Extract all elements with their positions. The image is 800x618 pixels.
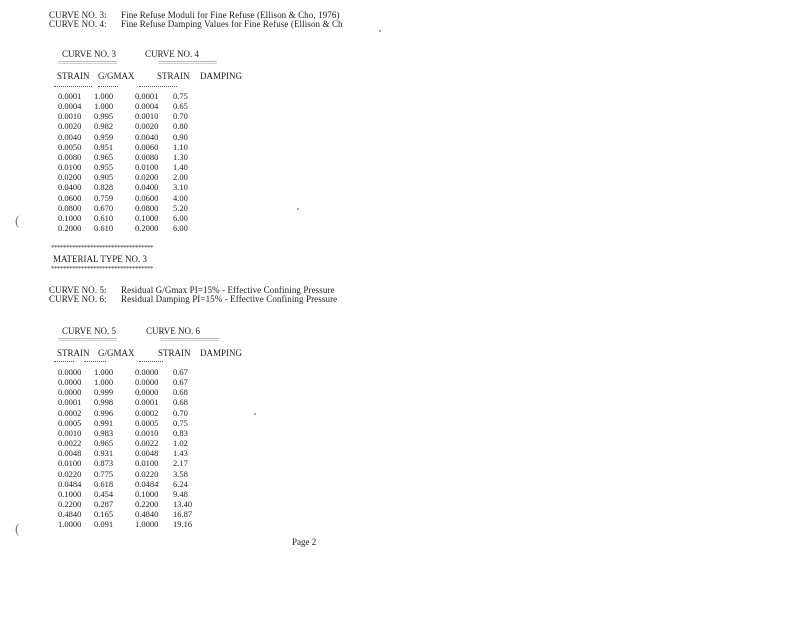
scan-speck — [379, 30, 381, 32]
table-cell: 0.982 — [94, 121, 114, 132]
material-type-heading: MATERIAL TYPE NO. 3 — [53, 254, 147, 264]
table-cell: 1.30 — [173, 151, 188, 162]
curve-line-6 — [49, 294, 337, 304]
table-cell: 0.0100 — [58, 458, 82, 469]
table-cell: 1.10 — [173, 141, 188, 152]
curve-description: Fine Refuse Damping Values for Fine Refuse (Ellison & Ch — [121, 19, 343, 29]
table-cell: 0.83 — [173, 427, 188, 438]
table-cell: 0.2000 — [135, 223, 159, 234]
curve-description: Fine Refuse Moduli for Fine Refuse (Ellison & Cho, 1976) — [121, 10, 340, 20]
table-cell: 0.0001 — [58, 91, 82, 101]
table-cell: 0.0600 — [58, 192, 82, 203]
table-cell: 0.610 — [94, 212, 114, 223]
table-cell: 6.24 — [173, 478, 188, 489]
table2-rule-b: ================= — [160, 336, 219, 344]
table2-rule-a: ================= — [58, 336, 117, 344]
table-cell: 0.670 — [94, 202, 114, 213]
table-cell: 3.10 — [173, 182, 188, 193]
table-cell: 0.965 — [94, 438, 114, 449]
table1-header-damping: DAMPING — [200, 71, 243, 81]
table-cell: 0.775 — [94, 468, 114, 479]
table1-header-ggmax: G/GMAX — [98, 71, 135, 81]
table-cell: 0.0001 — [135, 397, 159, 408]
table2-col-strain2 — [135, 367, 158, 530]
table-cell: 0.759 — [94, 192, 114, 203]
table-cell: 0.0000 — [135, 387, 159, 398]
table-cell: 0.0220 — [135, 468, 159, 479]
table-cell: 0.995 — [94, 111, 114, 122]
binder-hole-mark: ( — [15, 214, 20, 229]
table-cell: 1.000 — [94, 101, 114, 112]
table-cell: 3.58 — [173, 468, 188, 479]
table-cell: 0.0100 — [135, 458, 159, 469]
table-cell: 0.1000 — [135, 212, 159, 223]
table-cell: 6.00 — [173, 212, 188, 223]
table2-header-strain: STRAIN — [57, 348, 90, 358]
table2-header-strain2: STRAIN — [158, 348, 191, 358]
table-cell: 0.931 — [94, 448, 114, 459]
table-cell: 0.998 — [94, 397, 114, 408]
table-cell: 0.4840 — [58, 509, 82, 520]
table1-underline — [98, 86, 118, 87]
table-cell: 0.0400 — [135, 182, 159, 193]
table-cell: 0.0020 — [135, 121, 159, 132]
table-cell: 0.873 — [94, 458, 114, 469]
table-cell: 1.000 — [94, 367, 114, 377]
curve-label: CURVE NO. 5: — [49, 285, 107, 295]
table-cell: 6.00 — [173, 223, 188, 234]
table2-col-ggmax — [94, 367, 113, 530]
table-cell: 1.000 — [94, 377, 114, 388]
curve-description: Residual Damping PI=15% - Effective Confining Pressure — [121, 294, 338, 304]
table-cell: 0.610 — [94, 223, 114, 234]
table-cell: 0.0080 — [135, 151, 159, 162]
table-cell: 0.75 — [173, 91, 188, 101]
table-cell: 0.905 — [94, 172, 114, 183]
table-cell: 0.0005 — [58, 417, 82, 428]
table-cell: 0.091 — [94, 519, 114, 530]
table-cell: 13.40 — [173, 499, 193, 510]
table-cell: 0.0060 — [135, 141, 159, 152]
table1-underline — [139, 86, 177, 87]
curve-label: CURVE NO. 3: — [49, 10, 107, 20]
table-cell: 0.951 — [94, 141, 114, 152]
table-cell: 0.67 — [173, 377, 188, 388]
table-cell: 0.0002 — [58, 407, 82, 418]
table-cell: 0.0800 — [135, 202, 159, 213]
table-cell: 0.0010 — [135, 111, 159, 122]
table-cell: 0.965 — [94, 151, 114, 162]
table2-header-damping: DAMPING — [200, 348, 243, 358]
table1-curve-b-title: CURVE NO. 4 — [145, 49, 200, 59]
table-cell: 0.0004 — [58, 101, 82, 112]
table1-header-strain: STRAIN — [57, 71, 90, 81]
table-cell: 2.17 — [173, 458, 188, 469]
curve-line-4 — [49, 19, 343, 29]
table-cell: 0.0400 — [58, 182, 82, 193]
table-cell: 1.000 — [94, 91, 114, 101]
table-cell: 0.0001 — [58, 397, 82, 408]
table2-underline — [54, 361, 74, 362]
table-cell: 2.00 — [173, 172, 188, 183]
table-cell: 1.02 — [173, 438, 188, 449]
table-cell: 0.0004 — [135, 101, 159, 112]
table-cell: 0.991 — [94, 417, 114, 428]
table-cell: 0.0080 — [58, 151, 82, 162]
table-cell: 0.1000 — [135, 488, 159, 499]
table-cell: 0.0484 — [58, 478, 82, 489]
table-cell: 0.828 — [94, 182, 114, 193]
page-number: Page 2 — [292, 537, 317, 547]
curve-label: CURVE NO. 4: — [49, 19, 107, 29]
table-cell: 16.87 — [173, 509, 193, 520]
table-cell: 0.0000 — [135, 367, 159, 377]
table-cell: 5.20 — [173, 202, 188, 213]
table-cell: 0.287 — [94, 499, 114, 510]
table-cell: 0.2200 — [135, 499, 159, 510]
table-cell: 0.165 — [94, 509, 114, 520]
table1-col-ggmax — [94, 91, 113, 233]
table-cell: 0.67 — [173, 367, 188, 377]
table-cell: 0.0000 — [135, 377, 159, 388]
table-cell: 0.0010 — [58, 111, 82, 122]
table1-header-strain2: STRAIN — [157, 71, 190, 81]
table-cell: 0.2200 — [58, 499, 82, 510]
table-cell: 0.454 — [94, 488, 114, 499]
table2-col-damping — [173, 367, 192, 530]
separator-line: ********************************** — [51, 244, 153, 252]
table2-underline — [139, 361, 163, 362]
table-cell: 9.48 — [173, 488, 188, 499]
table2-header-ggmax: G/GMAX — [98, 348, 135, 358]
table-cell: 0.80 — [173, 121, 188, 132]
table-cell: 0.0040 — [58, 131, 82, 142]
table-cell: 0.983 — [94, 427, 114, 438]
table1-col-strain — [58, 91, 81, 233]
table-cell: 4.00 — [173, 192, 188, 203]
table-cell: 0.0000 — [58, 367, 82, 377]
table2-col-strain — [58, 367, 81, 530]
table-cell: 0.0010 — [58, 427, 82, 438]
scan-speck — [297, 208, 299, 210]
table-cell: 0.75 — [173, 417, 188, 428]
table-cell: 0.70 — [173, 407, 188, 418]
table-cell: 0.2000 — [58, 223, 82, 234]
table-cell: 0.4840 — [135, 509, 159, 520]
table-cell: 0.0000 — [58, 377, 82, 388]
table2-curve-a-title: CURVE NO. 5 — [62, 326, 117, 336]
table-cell: 0.0200 — [58, 172, 82, 183]
table-cell: 19.16 — [173, 519, 193, 530]
binder-hole-mark: ( — [15, 522, 20, 537]
table-cell: 0.70 — [173, 111, 188, 122]
table1-col-damping — [173, 91, 188, 233]
curve-label: CURVE NO. 6: — [49, 294, 107, 304]
table-cell: 0.959 — [94, 131, 114, 142]
table-cell: 0.0010 — [135, 427, 159, 438]
table-cell: 0.0001 — [135, 91, 159, 101]
table-cell: 0.0048 — [58, 448, 82, 459]
table-cell: 0.0050 — [58, 141, 82, 152]
table2-curve-b-title: CURVE NO. 6 — [146, 326, 201, 336]
table1-rule-b: ================= — [158, 59, 217, 67]
curve-description: Residual G/Gmax PI=15% - Effective Confining Pressure — [121, 285, 335, 295]
table1-underline — [54, 86, 92, 87]
table-cell: 0.0020 — [58, 121, 82, 132]
table1-rule-a: ================= — [58, 59, 117, 67]
table1-curve-a-title: CURVE NO. 3 — [62, 49, 117, 59]
table-cell: 0.0200 — [135, 172, 159, 183]
table-cell: 0.0100 — [135, 162, 159, 173]
table-cell: 0.1000 — [58, 212, 82, 223]
table-cell: 0.0048 — [135, 448, 159, 459]
table-cell: 1.0000 — [135, 519, 159, 530]
table-cell: 0.0800 — [58, 202, 82, 213]
table-cell: 0.0000 — [58, 387, 82, 398]
table-cell: 1.40 — [173, 162, 188, 173]
table-cell: 0.0040 — [135, 131, 159, 142]
table-cell: 0.0022 — [58, 438, 82, 449]
table-cell: 0.0002 — [135, 407, 159, 418]
table-cell: 0.90 — [173, 131, 188, 142]
table-cell: 1.0000 — [58, 519, 82, 530]
table-cell: 0.68 — [173, 397, 188, 408]
table-cell: 1.43 — [173, 448, 188, 459]
table-cell: 0.65 — [173, 101, 188, 112]
table-cell: 0.0220 — [58, 468, 82, 479]
table-cell: 0.1000 — [58, 488, 82, 499]
table-cell: 0.0022 — [135, 438, 159, 449]
table-cell: 0.68 — [173, 387, 188, 398]
table-cell: 0.0484 — [135, 478, 159, 489]
table1-col-strain2 — [135, 91, 158, 233]
table-cell: 0.618 — [94, 478, 114, 489]
table-cell: 0.0600 — [135, 192, 159, 203]
table-cell: 0.955 — [94, 162, 114, 173]
table-cell: 0.999 — [94, 387, 114, 398]
table-cell: 0.0005 — [135, 417, 159, 428]
table2-underline — [84, 361, 106, 362]
table-cell: 0.996 — [94, 407, 114, 418]
separator-line: ********************************** — [51, 265, 153, 273]
table-cell: 0.0100 — [58, 162, 82, 173]
scan-speck — [254, 413, 256, 415]
